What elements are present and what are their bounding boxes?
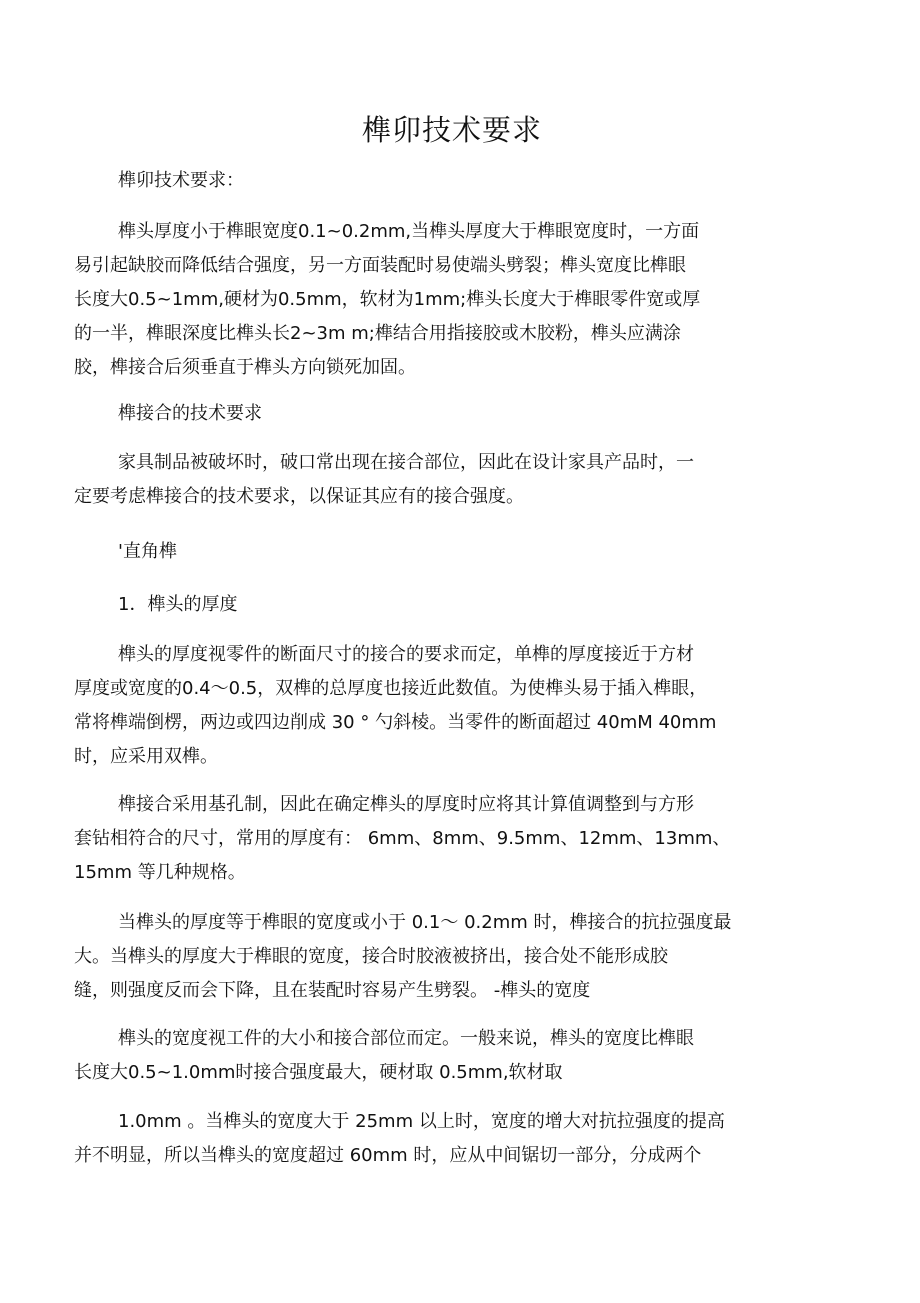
paragraph-tenon-requirements <box>74 215 814 385</box>
text-line: 当榫头的厚度等于榫眼的宽度或小于 0.1～ 0.2mm 时，榫接合的抗拉强度最 <box>118 912 732 933</box>
text-line: 厚度或宽度的0.4～0.5，双榫的总厚度也接近此数值。为使榫头易于插入榫眼， <box>74 678 708 699</box>
text-line: '直角榫 <box>118 541 177 562</box>
text-line: 并不明显，所以当榫头的宽度超过 60mm 时，应从中间锯切一部分，分成两个 <box>74 1145 702 1166</box>
paragraph-tenon-width <box>74 1022 814 1090</box>
text-line: 榫头的宽度视工件的大小和接合部位而定。一般来说，榫头的宽度比榫眼 <box>118 1028 694 1049</box>
text-line: 15mm 等几种规格。 <box>74 862 246 883</box>
text-line: 长度大0.5~1mm,硬材为0.5mm，软材为1mm;榫头长度大于榫眼零件宽或厚 <box>74 289 701 310</box>
text-line: 胶，榫接合后须垂直于榫头方向锁死加固。 <box>74 357 416 378</box>
text-line: 时，应采用双榫。 <box>74 746 218 767</box>
paragraph-tenon-thickness-heading <box>74 588 814 622</box>
paragraph-right-angle-heading <box>74 535 814 569</box>
paragraph-intro-heading <box>74 164 814 198</box>
page-title: 榫卯技术要求 <box>361 113 542 147</box>
text-line: 套钻相符合的尺寸，常用的厚度有： 6mm、8mm、9.5mm、12mm、13mm、 <box>74 828 731 849</box>
paragraph-furniture-damage <box>74 446 814 514</box>
paragraph-width-limit <box>74 1105 814 1173</box>
text-line: 榫头厚度小于榫眼宽度0.1~0.2mm,当榫头厚度大于榫眼宽度时，一方面 <box>118 221 700 242</box>
paragraph-tenon-thickness <box>74 638 814 774</box>
text-line: 的一半，榫眼深度比榫头长2~3m m;榫结合用指接胶或木胶粉，榫头应满涂 <box>74 323 681 344</box>
paragraph-tensile-strength <box>74 906 814 1008</box>
text-line: 榫头的厚度视零件的断面尺寸的接合的要求而定，单榫的厚度接近于方材 <box>118 644 694 665</box>
paragraph-hole-basis <box>74 788 814 890</box>
text-line: 大。当榫头的厚度大于榫眼的宽度，接合时胶液被挤出，接合处不能形成胶 <box>74 946 668 967</box>
text-line: 定要考虑榫接合的技术要求，以保证其应有的接合强度。 <box>74 486 524 507</box>
text-line: 家具制品被破坏时，破口常出现在接合部位，因此在设计家具产品时，一 <box>118 452 694 473</box>
text-line: 1.0mm 。当榫头的宽度大于 25mm 以上时，宽度的增大对抗拉强度的提高 <box>118 1111 725 1132</box>
text-line: 缝，则强度反而会下降，且在装配时容易产生劈裂。 -榫头的宽度 <box>74 980 591 1001</box>
text-line: 常将榫端倒楞，两边或四边削成 30 ° 勺斜棱。当零件的断面超过 40mM 40mm <box>74 712 717 733</box>
text-line: 榫接合采用基孔制，因此在确定榫头的厚度时应将其计算值调整到与方形 <box>118 794 694 815</box>
text-line: 长度大0.5~1.0mm时接合强度最大，硬材取 0.5mm,软材取 <box>74 1062 563 1083</box>
text-line: 易引起缺胶而降低结合强度，另一方面装配时易使端头劈裂；榫头宽度比榫眼 <box>74 255 686 276</box>
text-line: 榫卯技术要求： <box>118 170 244 191</box>
paragraph-joint-heading <box>74 397 814 431</box>
text-line: 1．榫头的厚度 <box>118 594 238 615</box>
text-line: 榫接合的技术要求 <box>118 403 262 424</box>
